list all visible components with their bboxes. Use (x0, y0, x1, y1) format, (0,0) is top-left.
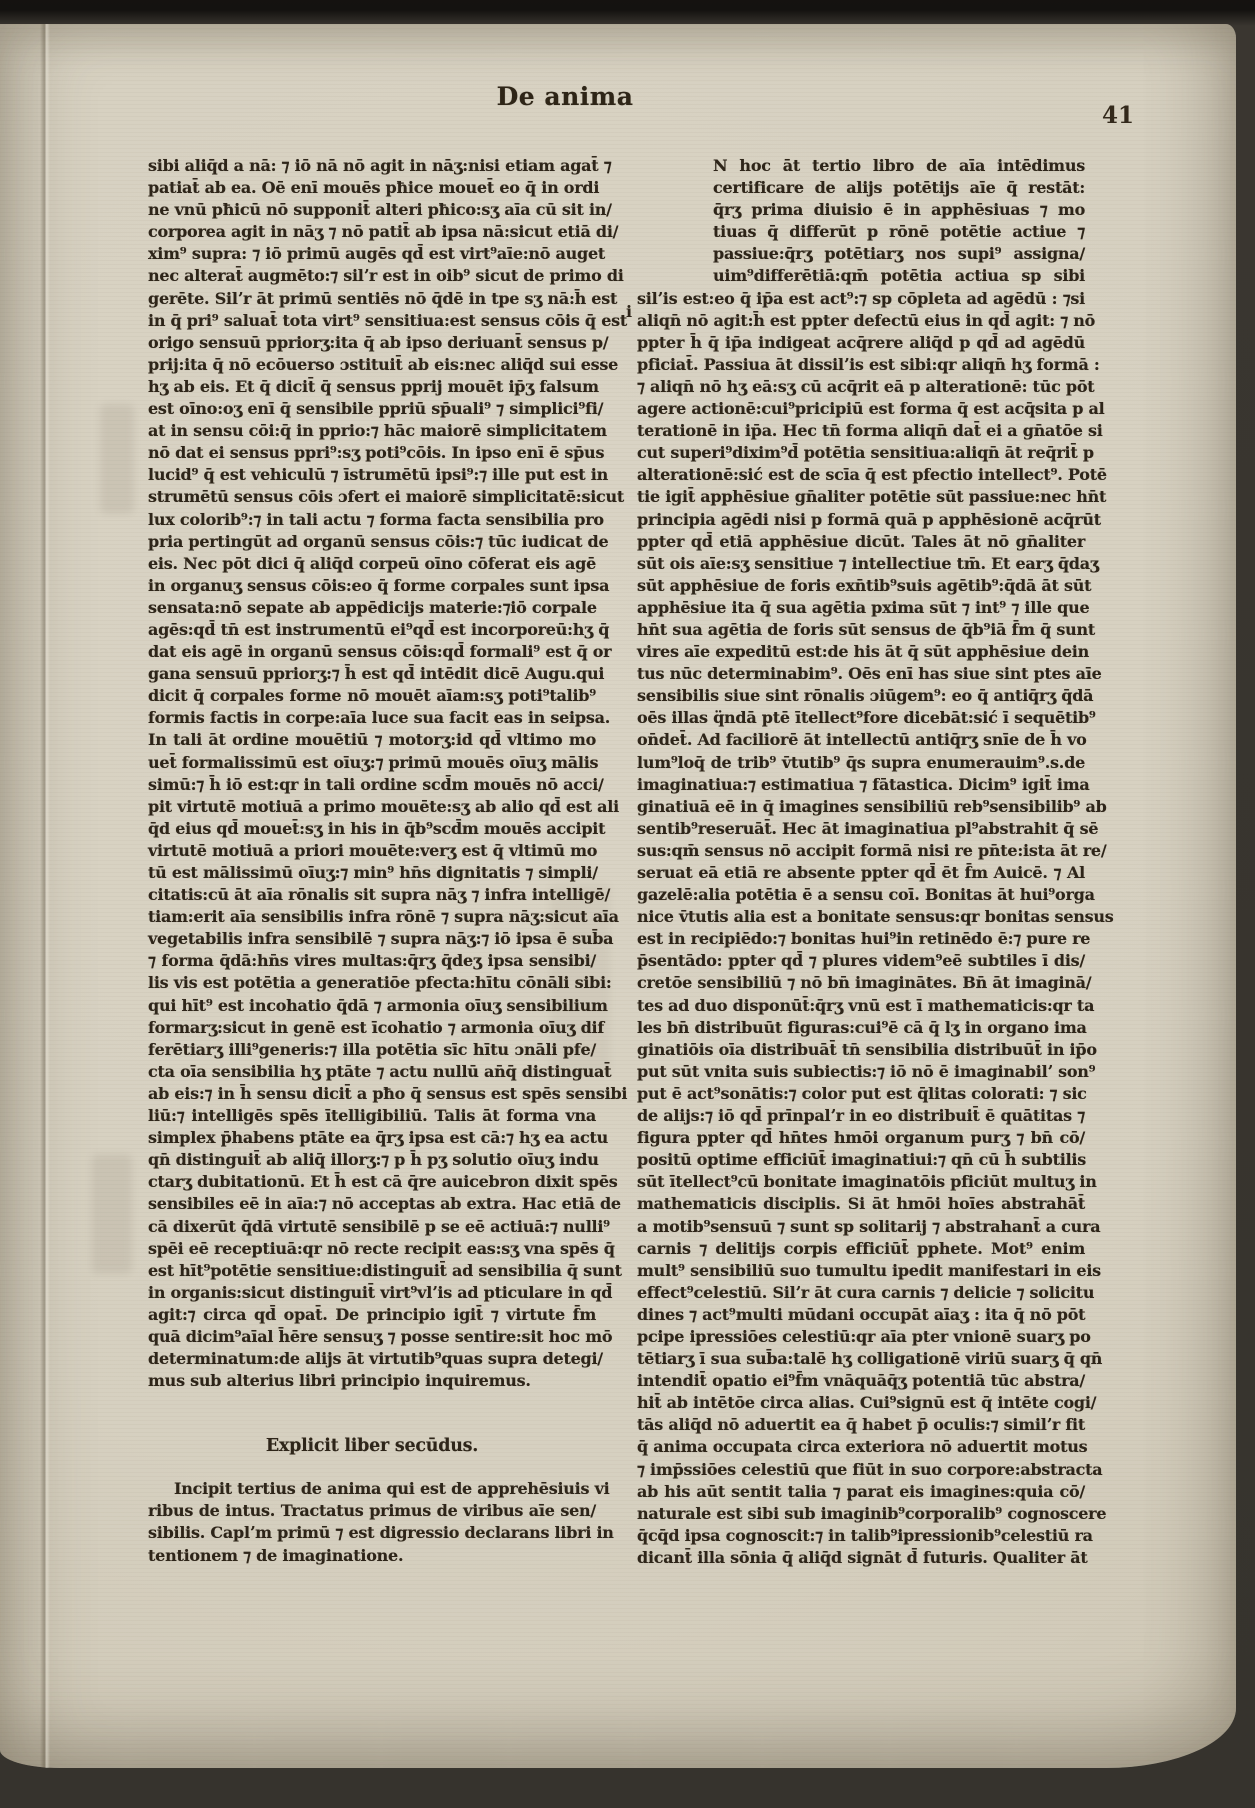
incipit-paragraph (148, 1478, 614, 1566)
text-line: determinatum:de alijs āt virtutib⁹quas supra detegi/ (148, 1349, 603, 1369)
text-line: ribus de intus. Tractatus primus de viribus aīe sen/ (148, 1501, 596, 1521)
text-line: gazelē:alia potētia ē a sensu coī. Bonitas āt hui⁹orga (637, 885, 1095, 905)
text-line: alterationē:sić est de scīa q̄ est pfectio intellect⁹. Potē (637, 465, 1107, 485)
text-line: ginatiuā eē in q̄ imagines sensibiliū reb⁹sensibilib⁹ ab (637, 796, 1107, 816)
text-line: ppter h̄ q̄ ip̄a indigeat acq̄rere aliq̄d p qd̄ ad agēdū (637, 332, 1085, 352)
text-line: ne vnū pħicū nō supponit̄ alteri pħico:sʒ aīa cū sit in/ (148, 200, 612, 220)
text-line: q̄cq̄d ipsa cognoscit:⁊ in talib⁹ipressionib⁹celestiū ra (637, 1525, 1093, 1545)
text-line: principia agēdi nisi p formā quā p apphēsionē acq̄rūt (637, 509, 1101, 529)
text-line: passiue:q̄rʒ potētiarʒ nos supi⁹ assigna/ (713, 244, 1085, 264)
text-line: dines ⁊ act⁹multi mūdani occupāt aīaʒ : ita q̄ nō pōt (637, 1304, 1086, 1324)
text-line: ab his aūt sentit talia ⁊ parat eis imagines:quia cō/ (637, 1481, 1085, 1501)
text-line: citatis:cū āt aīa rōnalis sit supra nāʒ ⁊ infra intelligē/ (148, 885, 611, 905)
text-line: sensibilis siue sint rōnalis ɔiūgem⁹: eo q̄ antiq̄rʒ q̄dā (637, 686, 1094, 706)
text-line: tās aliq̄d nō aduertit ea q̄ habet p̄ oculis:⁊ similʼr fit (637, 1415, 1085, 1435)
text-line: quā dicim⁹aīal h̄ēre sensuʒ ⁊ posse sentire:sit hoc mō (148, 1326, 613, 1346)
text-line: xim⁹ supra: ⁊ iō primū augēs qd̄ est virt⁹aīe:nō auget (148, 244, 606, 264)
text-line: uim⁹differētiā:qm̄ potētia actiua sp sibi (713, 266, 1085, 286)
text-line: in organis:sicut distinguit̄ virt⁹vlʼis ad pticulare in qd̄ (148, 1282, 613, 1302)
marginalia-showthrough (100, 404, 134, 514)
text-line: strumētū sensus cōis ɔfert ei maiorē simplicitatē:sicut (148, 487, 625, 507)
text-line: ⁊ imp̄ssiōes celestiū que fiūt in suo corpore:abstracta (637, 1459, 1103, 1479)
text-line: put ē act⁹sonātis:⁊ color put est q̄litas colorati: ⁊ sic (637, 1083, 1087, 1103)
text-line: lucid⁹ q̄ est vehiculū ⁊ īstrumētū ipsi⁹:⁊ ille put est in (148, 465, 608, 485)
text-line: est hīt⁹potētie sensitiue:distinguit̄ ad sensibilia q̄ sunt (148, 1260, 622, 1280)
text-line: lux colorib⁹:⁊ in tali actu ⁊ forma facta sensibilia pro (148, 509, 604, 529)
text-line: est oīno:oʒ enī q̄ sensibile ppriū sp̄uali⁹ ⁊ simplici⁹fi/ (148, 399, 604, 419)
text-line: q̄ anima occupata circa exteriora nō aduertit motus (637, 1437, 1088, 1457)
text-line: qui hīt⁹ est incohatio q̄dā ⁊ armonia oīuʒ sensibilium (148, 995, 608, 1015)
text-line: patiat̄ ab ea. Oē enī mouēs pħice mouet̄ eo q̄ in ordi (148, 178, 600, 198)
text-line: mus sub alterius libri principio inquiremus. (148, 1371, 531, 1391)
text-line: de alijs:⁊ iō qd̄ prīnpalʼr in eo distribuit̄ ē quātitas ⁊ (637, 1106, 1085, 1126)
text-line: apphēsiue ita q̄ sua agētia pxima sūt ⁊ int⁹ ⁊ ille que (637, 597, 1090, 617)
explicit-line: Explicit liber secūdus. (265, 1436, 479, 1457)
text-line: sibilis. Caplʼm primū ⁊ est digressio declarans libri in (148, 1523, 614, 1543)
text-line: agit:⁊ circa qd̄ opat̄. De principio igit̄ ⁊ virtute f̄m (148, 1304, 596, 1324)
text-line: uet̄ formalissimū est oīuʒ:⁊ primū mouēs oīuʒ mālis (148, 752, 599, 772)
text-line: ctarʒ dubitationū. Et h̄ est cā q̄re auicebron dixit spēs (148, 1172, 618, 1192)
text-line: hn̄t sua agētia de foris sūt sensus de q̄b⁹iā f̄m q̄ sunt (637, 619, 1096, 639)
running-title: De anima (496, 82, 634, 111)
text-line: sūt ītellect⁹cū bonitate imaginatōis pficiūt multuʒ in (637, 1172, 1097, 1192)
text-line: silʼis est:eo q̄ ip̄a est act⁹:⁊ sp cōpleta ad agēdū : ⁊si (637, 288, 1085, 308)
folio-number: 41 (1102, 102, 1135, 129)
text-line: oēs illas q̈ndā ptē ītellect⁹fore dicebāt:sić ī sequētib⁹ (637, 708, 1096, 728)
text-line: les bn̄ distribuūt figuras:cui⁹ē cā q̄ lʒ in organo ima (637, 1017, 1087, 1037)
text-line: ⁊ forma q̄dā:hn̄s vires multas:q̄rʒ q̄deʒ ipsa sensibi/ (148, 951, 596, 971)
text-line: q̄d eius qd̄ mouet̄:sʒ in his in q̄b⁹scd̄m mouēs accipit (148, 818, 606, 838)
text-line: lis vis est potētia a generatiōe pfecta:hītu cōnāli sibi: (148, 973, 612, 993)
text-line: nice v̄tutis alia est a bonitate sensus:qr bonitas sensus (637, 907, 1114, 927)
text-line: nec alterat̄ augmēto:⁊ silʼr est in oib⁹ sicut de primo di (148, 266, 624, 286)
text-line: in q̄ pri⁹ saluat̄ tota virt⁹ sensitiua:est sensus cōis q̄ est (148, 310, 628, 330)
text-line: on̄det̄. Ad faciliorē āt intellectū antiq̄rʒ snīe de h̄ vo (637, 730, 1087, 750)
text-line: simplex p̄habens ptāte ea q̄rʒ ipsa est cā:⁊ hʒ ea actu (148, 1128, 608, 1148)
text-line: gana sensuū ppriorʒ:⁊ h̄ est qd̄ intēdit dicē Augu.qui (148, 664, 605, 684)
text-line: tiuas q̄ differūt p rōnē potētie actiue ⁊ (713, 222, 1085, 242)
text-line: agēs:qd̄ tn̄ est instrumentū ei⁹qd̄ est incorporeū:hʒ q̄ (148, 619, 610, 639)
text-line: in organuʒ sensus cōis:eo q̄ forme corpales sunt ipsa (148, 575, 610, 595)
text-line: virtutē motiuā a priori mouēte:verʒ est q̄ vltimū mo (148, 840, 598, 860)
text-line: effect⁹celestiū. Silʼr āt cura carnis ⁊ delicie ⁊ solicitu (637, 1282, 1095, 1302)
text-line: ab eis:⁊ in h̄ sensu dicit̄ a pħo q̄ sensus est spēs sensibi (148, 1083, 628, 1103)
text-line: lum⁹loq̄ de trib⁹ v̄tutib⁹ q̄s supra enumerauim⁹.s.de (637, 752, 1085, 772)
guide-letter: i (626, 302, 633, 321)
text-line: ppter qd̄ etiā apphēsiue dicūt. Tales āt nō gn̄aliter (637, 531, 1085, 551)
text-line: pcipe ipressiōes celestiū:qr aīa pter vnionē suarʒ po (637, 1326, 1091, 1346)
text-line: sensibiles eē in aīa:⁊ nō acceptas ab extra. Hac etiā de (148, 1194, 621, 1214)
text-line: tētiarʒ ī sua sub̄a:talē hʒ colligationē viriū suarʒ q̄ qn̄ (637, 1349, 1103, 1369)
text-line: nō dat ei sensus ppri⁹:sʒ poti⁹cōis. In ipso enī ē sp̄us (148, 443, 605, 463)
text-line: intendit̄ opatio ei⁹f̄m vnāquāq̄ʒ potentiā tūc abstra/ (637, 1371, 1085, 1391)
text-line: positū optime efficiūt̄ imaginatiui:⁊ qn̄ cū h̄ subtilis (637, 1150, 1086, 1170)
text-line: eis. Nec pōt dici q̄ aliq̄d corpeū oīno cōferat eis agē (148, 553, 596, 573)
text-line: terationē in ip̄a. Hec tn̄ forma aliqn̄ dat̄ ei a gn̄atōe si (637, 421, 1103, 441)
text-line: sūt ois aīe:sʒ sensitiue ⁊ intellectiue tm̄. Et earʒ q̄daʒ (637, 553, 1099, 573)
text-line: sibi aliq̄d a nā: ⁊ iō nā nō agit in nāʒ:nisi etiam agat̄ ⁊ (148, 156, 612, 175)
text-line: origo sensuū ppriorʒ:ita q̄ ab ipso deriuant̄ sensus p/ (148, 332, 609, 352)
text-line: agere actionē:cui⁹pricipiū est forma q̄ est acq̄sita p al (637, 399, 1105, 419)
text-line: put sūt vnita suis subiectis:⁊ iō nō ē imaginabilʼ son⁹ (637, 1061, 1096, 1081)
text-line: hit̄ ab intētōe circa alias. Cui⁹signū est q̄ intēte cogi/ (637, 1393, 1097, 1413)
gutter-crease (40, 24, 50, 1768)
text-line: carnis ⁊ delitijs corpis efficiūt̄ pphete. Mot⁹ enim (637, 1238, 1085, 1258)
text-line: sus:qm̄ sensus nō accipit formā nisi re pn̄te:ista āt re/ (637, 840, 1107, 860)
text-line: mult⁹ sensibiliū suo tumultu ipedit manifestari in eis (637, 1260, 1101, 1280)
text-line: at in sensu cōi:q̄ in pprio:⁊ hāc maiorē simplicitatem (148, 421, 607, 441)
text-line: cta oīa sensibilia hʒ ptāte ⁊ actu nullū an̄q̄ distinguat̄ (148, 1061, 612, 1081)
text-line: hʒ ab eis. Et q̄ dicit̄ q̄ sensus pprij mouēt ip̄ʒ falsum (148, 376, 599, 396)
text-line: cut superi⁹dixim⁹d̄ potētia sensitiua:aliqn̄ āt req̄rit̄ p (637, 443, 1094, 463)
text-line: In tali āt ordine mouētiū ⁊ motorʒ:id qd̄ vltimo mo (148, 730, 596, 750)
text-line: mathematicis disciplis. Si āt hmōi hoīes abstrahāt̄ (637, 1194, 1085, 1214)
text-line: N hoc āt tertio libro de aīa intēdimus (713, 156, 1085, 175)
text-line: ferētiarʒ illi⁹generis:⁊ illa potētia sīc hītu ɔnāli pfe/ (148, 1039, 596, 1059)
text-line: figura ppter qd̄ hn̄tes hmōi organum purʒ ⁊ bn̄ cō/ (637, 1128, 1085, 1148)
text-line: imaginatiua:⁊ estimatiua ⁊ fātastica. Dicim⁹ igit̄ ima (637, 774, 1090, 794)
right-column (637, 155, 1114, 1569)
text-line: naturale est sibi sub imaginib⁹corporalib⁹ cognoscere (637, 1503, 1107, 1523)
text-line: tū est mālissimū oīuʒ:⁊ min⁹ hn̄s dignitatis ⁊ simpli/ (148, 863, 598, 882)
text-line: est in recipiēdo:⁊ bonitas hui⁹in retinēdo ē:⁊ pure re (637, 929, 1091, 949)
text-line: qn̄ distinguit̄ ab aliq̄ illorʒ:⁊ p h̄ pʒ solutio oīuʒ indu (148, 1150, 599, 1170)
text-line: ginatiōis oīa distribuāt̄ tn̄ sensibilia distribuūt̄ in ip̄o (637, 1039, 1097, 1059)
text-line: sūt apphēsiue de foris exn̄tib⁹suis agētib⁹:q̄dā āt sūt (637, 575, 1092, 595)
text-line: pficiat̄. Passiua āt dissilʼis est sibi:qr aliqn̄ hʒ formā : (637, 354, 1100, 374)
text-line: vires aīe expeditū est:de his āt q̄ sūt apphēsiue dein (637, 642, 1089, 662)
text-line: liū:⁊ intelligēs spēs ītelligibiliū. Talis āt forma vna (148, 1106, 596, 1126)
text-line: dat eis agē in organū sensus cōis:qd̄ formali⁹ est q̄ or (148, 642, 612, 662)
left-column-text (148, 155, 628, 1392)
text-line: formis factis in corpe:aīa luce sua facit eas in seipsa. (148, 708, 611, 728)
marginalia-showthrough (92, 1154, 132, 1274)
text-line: tentionem ⁊ de imaginatione. (148, 1545, 404, 1565)
text-line: cā dixerūt q̄dā virtutē sensibilē p se eē actiuā:⁊ nulli⁹ (148, 1216, 610, 1236)
text-line: prij:ita q̄ nō ecōuerso ɔstituit̄ ab eis:nec aliq̄d sui esse (148, 354, 619, 374)
text-line: vegetabilis infra sensibilē ⁊ supra nāʒ:⁊ iō ipsa ē sub̄a (148, 929, 614, 949)
text-line: tus nūc determinabim⁹. Oēs enī has siue sint ptes aīe (637, 664, 1102, 684)
text-line: cretōe sensibiliū ⁊ nō bn̄ imaginātes. Bn̄ āt imaginā/ (637, 973, 1092, 993)
text-line: ⁊ aliqn̄ nō hʒ eā:sʒ cū acq̄rit eā p alterationē: tūc pōt (637, 376, 1095, 396)
text-line: q̄rʒ prima diuisio ē in apphēsiuas ⁊ mo (713, 200, 1085, 220)
text-line: certificare de alijs potētijs aīe q̄ restāt: (713, 178, 1085, 198)
text-line: corporea agit in nāʒ ⁊ nō patit̄ ab ipsa nā:sicut etiā di/ (148, 222, 619, 242)
text-line: seruat eā etiā re absente ppter qd̄ ēt f̄m Auicē. ⁊ Al (637, 863, 1085, 882)
text-line: sensata:nō sepate ab appēdicijs materie:⁊iō corpale (148, 597, 597, 617)
text-line: p̄sentādo: ppter qd̄ ⁊ plures videm⁹eē subtiles ī dis/ (637, 951, 1085, 971)
text-line: dicit q̄ corpales forme nō mouēt aīam:sʒ poti⁹talib⁹ (148, 686, 596, 706)
text-line: simū:⁊ h̄ iō est:qr in tali ordine scd̄m mouēs nō acci/ (148, 774, 604, 794)
text-line: gerēte. Silʼr āt primū sentiēs nō q̄dē in tpe sʒ nā:h̄ est (148, 288, 618, 308)
text-line: pria pertingūt ad organū sensus cōis:⁊ tūc iudicat de (148, 531, 609, 551)
text-line: dicant̄ illa sōnia q̄ aliq̄d signāt d̄ futuris. Qualiter āt (637, 1547, 1088, 1567)
text-line: tiam:erit aīa sensibilis infra rōnē ⁊ supra nāʒ:sicut aīa (148, 907, 619, 927)
text-line: pit virtutē motiuā a primo mouēte:sʒ ab alio qd̄ est ali (148, 796, 619, 816)
text-line: spēi eē receptiuā:qr nō recte recipit eas:sʒ vna spēs q̄ (148, 1238, 615, 1258)
text-line: Incipit tertius de anima qui est de apprehēsiuis vi (174, 1479, 610, 1499)
text-line: aliqn̄ nō agit:h̄ est ppter defectū eius in qd̄ agit: ⁊ nō (637, 310, 1096, 330)
text-line: sentib⁹reseruāt̄. Hec āt imaginatiua pl⁹abstrahit q̄ sē (637, 818, 1099, 838)
book-page (0, 24, 1236, 1768)
text-line: formarʒ:sicut in genē est īcohatio ⁊ armonia oīuʒ dif (148, 1017, 605, 1037)
text-line: a motib⁹sensuū ⁊ sunt sp solitarij ⁊ abstrahant̄ a cura (637, 1216, 1101, 1236)
text-line: tes ad duo disponūt̄:q̄rʒ vnū est ī mathematicis:qr ta (637, 995, 1095, 1015)
text-line: tie igit̄ apphēsiue gn̄aliter potētie sūt passiue:nec hn̄t (637, 487, 1107, 507)
right-column-text (637, 155, 1114, 1569)
left-column (148, 155, 628, 1567)
